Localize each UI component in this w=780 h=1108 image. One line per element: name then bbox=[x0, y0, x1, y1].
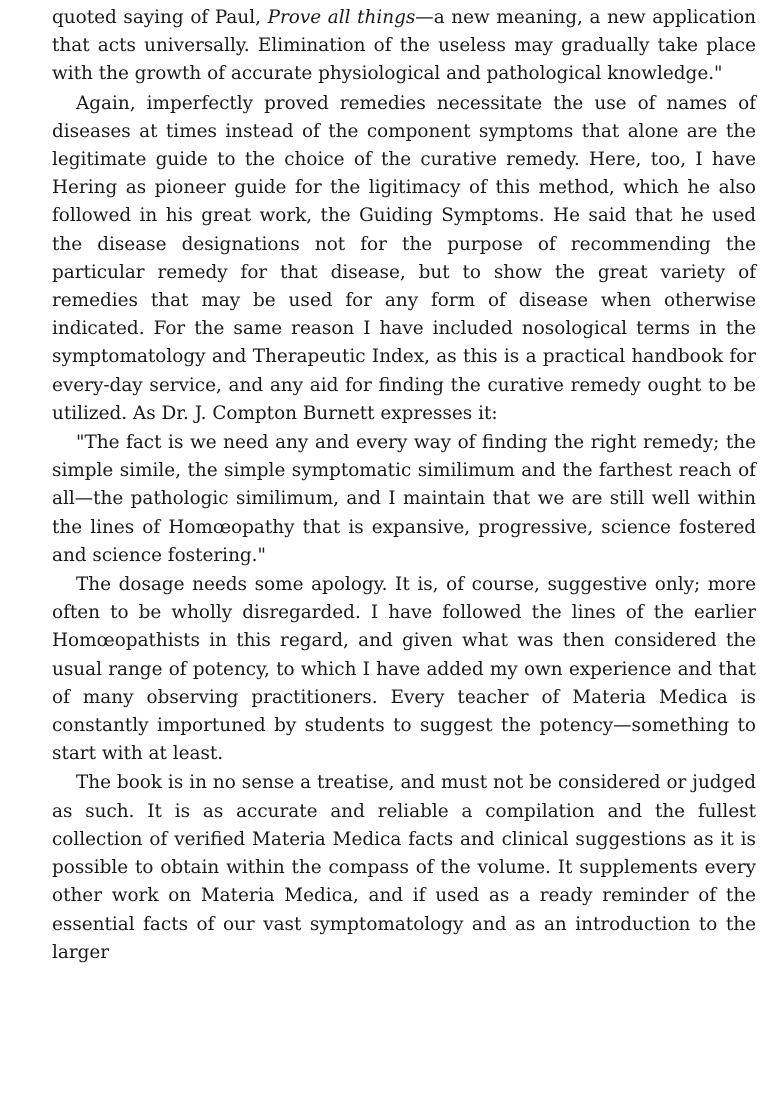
block-quote bbox=[52, 429, 756, 570]
paragraph-5 bbox=[52, 769, 756, 966]
text-segment: The dosage needs some apology. It is, of course, suggestive only; more often to be wholly disregarded. I have followed the lines of the earlier Homœopathists in this regard, and given what was then considered the usual range of potency, to which I have added my own experience and that of many observing practitioners. Every teacher of Materia Medica is constantly importuned by students to suggest the potency—something to start with at least. bbox=[52, 574, 756, 765]
paragraph-1 bbox=[52, 4, 756, 89]
italic-text-segment: Prove all things bbox=[267, 7, 416, 28]
text-segment: quoted saying of Paul, bbox=[52, 7, 268, 28]
text-segment: Again, imperfectly proved remedies necessitate the use of names of diseases at times instead of the component symptoms that alone are the legitimate guide to the choice of the curative remedy. Here, too, I have Hering as pioneer guide for the ligitimacy of this method, which he also followed in his great work, the Guiding Symptoms. He said that he used the disease designations not for the purpose of recommending the particular remedy for that disease, but to show the great variety of remedies that may be used for any form of disease when otherwise indicated. For the same reason I have included nosological terms in the symptomatology and Therapeutic Index, as this is a practical handbook for every-day service, and any aid for finding the curative remedy ought to be utilized. As Dr. J. Compton Burnett expresses it: bbox=[52, 92, 756, 424]
paragraph-2 bbox=[52, 90, 756, 428]
quote-text: "The fact is we need any and every way of finding the right remedy; the simple simile, the simple symptomatic similimum and the farthest reach of all—the pathologic similimum, and I maintain that we are still well within the lines of Homœopathy that is expansive, progressive, science fostered and science fostering." bbox=[52, 432, 756, 566]
text-segment: —a new meaning, a new application that acts universally. Elimination of the useless may gradually take place with the growth of accurate physiological and pathological knowledge." bbox=[52, 7, 756, 85]
paragraph-4 bbox=[52, 571, 756, 768]
text-segment: The book is in no sense a treatise, and must not be considered or judged as such. It is as accurate and reliable a compilation and the fullest collection of verified Materia Medica facts and clinical suggestions as it is possible to obtain within the compass of the volume. It supplements every other work on Materia Medica, and if used as a ready reminder of the essential facts of our vast symptomatology and as an introduction to the larger bbox=[52, 772, 756, 963]
